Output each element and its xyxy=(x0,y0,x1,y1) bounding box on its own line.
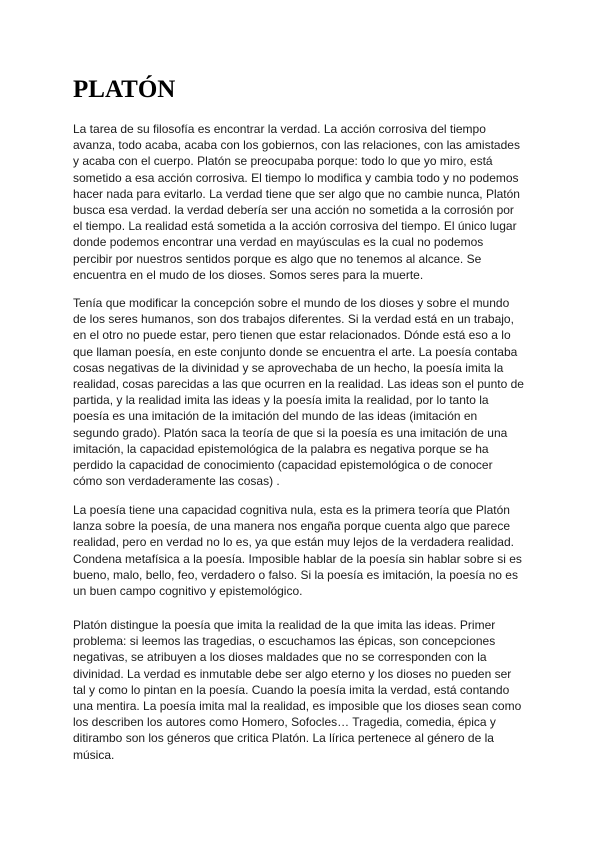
text-line: negativas, se atribuyen a los dioses maldades que no se corresponden con la xyxy=(73,650,487,665)
text-line: tal y como lo pintan en la poesía. Cuando la poesía imita la verdad, está contando xyxy=(73,682,510,697)
text-line: lanza sobre la poesía, de una manera nos engaña porque cuenta algo que parece xyxy=(73,519,510,534)
text-line: Condena metafísica a la poesía. Imposible hablar de la poesía sin hablar sobre si es xyxy=(73,551,522,566)
text-line: sometido a esa acción corrosiva. El tiempo lo modifica y cambia todo y no podemos xyxy=(73,170,519,185)
text-line: realidad, cosas parecidas a las que ocurren en la realidad. Las ideas son el punto de xyxy=(73,377,524,392)
text-line: La tarea de su filosofía es encontrar la verdad. La acción corrosiva del tiempo xyxy=(73,122,486,136)
text-line: segundo grado). Platón saca la teoría de que si la poesía es una imitación de una xyxy=(73,425,508,440)
paragraph-1 xyxy=(73,121,533,283)
text-line: partida, y la realidad imita las ideas y la poesía imita la realidad, por lo tanto la xyxy=(73,393,489,408)
text-line: que llaman poesía, en este conjunto donde se encuentra el arte. La poesía contaba xyxy=(73,344,518,359)
text-line: ditirambo son los géneros que critica Platón. La lírica pertenece al género de la xyxy=(73,731,494,746)
text-line: perdido la capacidad de conocimiento (capacidad epistemológica o de conocer xyxy=(73,458,493,473)
text-line: imitación, la capacidad epistemológica de la palabra es negativa porque se ha xyxy=(73,441,489,456)
text-line: cosas negativas de la divinidad y se aprovechaba de un hecho, la poesía imita la xyxy=(73,360,504,375)
text-line: percibir por nuestros sentidos porque es algo que no tenemos al alcance. Se xyxy=(73,251,482,266)
text-line: en el otro no puede estar, pero tienen que estar relacionados. Dónde está eso a lo xyxy=(73,328,511,343)
text-line: poesía es una imitación de la imitación del mundo de las ideas (imitación en xyxy=(73,409,478,424)
text-line: La poesía tiene una capacidad cognitiva nula, esta es la primera teoría que Platón xyxy=(73,503,510,517)
text-line: donde podemos encontrar una verdad en mayúsculas es la cual no podemos xyxy=(73,235,484,250)
text-line: Platón distingue la poesía que imita la realidad de la que imita las ideas. Primer xyxy=(73,618,496,632)
text-line: el tiempo. La realidad está sometida a la acción corrosiva del tiempo. El único lugar xyxy=(73,219,517,234)
text-line: realidad, pero en verdad no lo es, ya que están muy lejos de la verdadera realidad. xyxy=(73,535,514,550)
text-line: encuentra en el mudo de los dioses. Somos seres para la muerte. xyxy=(73,267,424,282)
text-line: una mentira. La poesía imita mal la realidad, es imposible que los dioses sean como xyxy=(73,699,522,714)
text-line: avanza, todo acaba, acaba con los gobiernos, con las relaciones, con las amistades xyxy=(73,138,520,153)
text-line: hacer nada para evitarlo. La verdad tiene que ser algo que no cambie nunca, Platón xyxy=(73,186,520,201)
paragraph-2 xyxy=(73,295,533,489)
text-line: un buen campo cognitivo y epistemológico. xyxy=(73,584,303,599)
text-line: divinidad. La verdad es inmutable debe ser algo eterno y los dioses no pueden ser xyxy=(73,666,512,681)
text-line: de los seres humanos, son dos trabajos diferentes. Si la verdad está en un trabajo, xyxy=(73,312,514,327)
text-line: cómo son verdaderamente las cosas) . xyxy=(73,474,280,489)
text-line: y acaba con el cuerpo. Platón se preocupaba porque: todo lo que yo miro, está xyxy=(73,154,493,169)
text-line: problema: si leemos las tragedias, o escuchamos las épicas, son concepciones xyxy=(73,634,496,649)
paragraph-4 xyxy=(73,617,533,763)
page-title: PLATÓN xyxy=(73,76,176,103)
paragraph-3 xyxy=(73,502,533,599)
text-line: música. xyxy=(73,747,115,762)
text-line: bueno, malo, bello, feo, verdadero o falso. Si la poesía es imitación, la poesía no es xyxy=(73,567,518,582)
text-line: los describen los autores como Homero, Sofocles… Tragedia, comedia, épica y xyxy=(73,715,496,730)
text-line: busca esa verdad. la verdad debería ser una acción no sometida a la corrosión por xyxy=(73,203,514,218)
text-line: Tenía que modificar la concepción sobre el mundo de los dioses y sobre el mundo xyxy=(73,296,510,310)
